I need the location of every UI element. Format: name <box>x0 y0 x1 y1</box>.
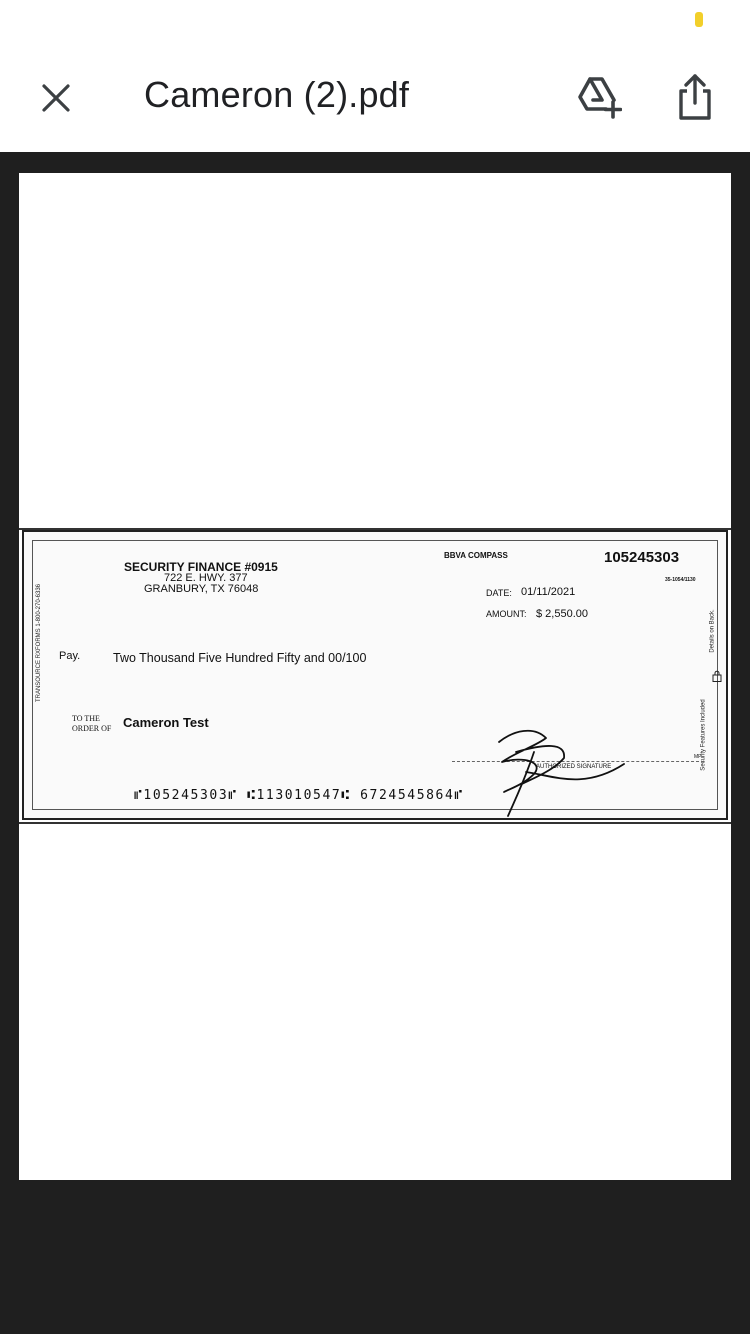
payee-name: Cameron Test <box>123 715 209 730</box>
share-icon <box>677 73 713 121</box>
left-side-text: TRANSOURCE RXFORMS 1-800-270-6336 <box>36 583 43 703</box>
right-side-text-bottom: Security Features Included <box>700 699 707 771</box>
date-value: 01/11/2021 <box>521 586 576 598</box>
mp-mark: MP <box>694 754 702 760</box>
signature-label: AUTHORIZED SIGNATURE <box>536 764 612 770</box>
signature-scribble <box>454 712 654 822</box>
add-to-drive-button[interactable] <box>572 70 626 124</box>
right-side-text-top: Details on Back. <box>709 609 716 653</box>
lock-icon <box>712 670 722 682</box>
company-address-line2: GRANBURY, TX 76048 <box>144 583 259 595</box>
check-number: 105245303 <box>604 549 680 566</box>
pay-label: Pay. <box>59 650 81 662</box>
amount-in-words: Two Thousand Five Hundred Fifty and 00/100 <box>113 651 367 665</box>
date-label: DATE: <box>486 588 512 598</box>
routing-fraction: 35-1054/1130 <box>665 577 696 583</box>
app-bar <box>0 0 750 152</box>
amount-label: AMOUNT: <box>486 609 527 619</box>
amount-value: $ 2,550.00 <box>536 608 588 620</box>
close-button[interactable] <box>30 72 82 124</box>
close-icon <box>41 83 71 113</box>
share-button[interactable] <box>668 70 722 124</box>
add-to-drive-icon <box>576 75 622 119</box>
company-address-line1: 722 E. HWY. 377 <box>164 572 248 584</box>
order-label: TO THE ORDER OF <box>72 714 112 733</box>
status-indicator <box>695 12 703 27</box>
check-image <box>22 530 728 820</box>
document-title: Cameron (2).pdf <box>144 74 410 115</box>
micr-line: ⑈105245303⑈ ⑆113010547⑆ 6724545864⑈ <box>134 788 464 803</box>
company-name: SECURITY FINANCE #0915 <box>124 560 278 574</box>
bank-name: BBVA COMPASS <box>444 551 508 560</box>
